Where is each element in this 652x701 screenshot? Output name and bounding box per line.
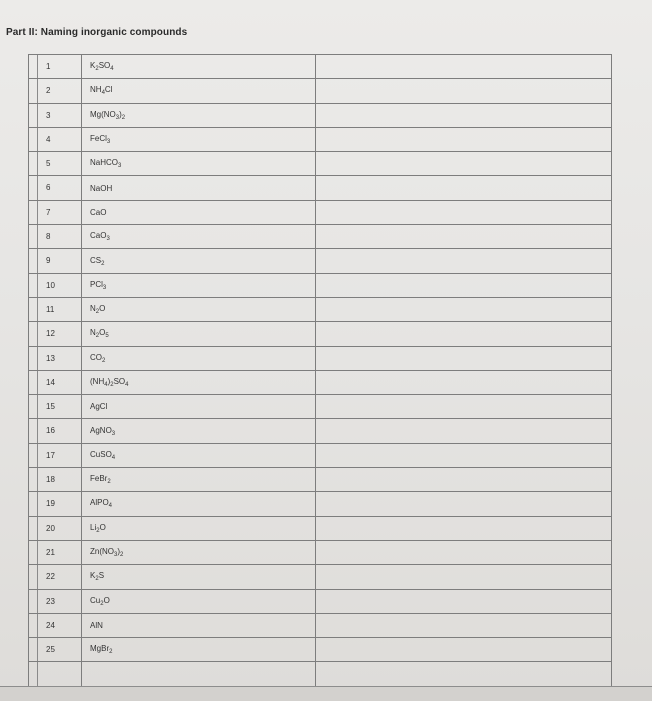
- answer-cell[interactable]: [316, 613, 612, 637]
- row-number-cell: [29, 346, 82, 370]
- formula-cell: $Mg(NO_3)_2$: [82, 103, 316, 127]
- formula-cell: $(NH_4)_2SO_4$: [82, 370, 316, 394]
- answer-cell[interactable]: [316, 200, 612, 224]
- row-number: 23: [37, 590, 81, 613]
- row-number-cell: [29, 249, 82, 273]
- row-number-cell: [29, 322, 82, 346]
- formula-cell: CuSO$_4$: [82, 443, 316, 467]
- row-number: 5: [37, 152, 81, 175]
- formula-cell: AlN: [82, 613, 316, 637]
- table-row: [29, 297, 612, 321]
- formula-cell: AgCl: [82, 395, 316, 419]
- row-number: 2: [37, 79, 81, 102]
- answer-cell[interactable]: [316, 322, 612, 346]
- answer-cell[interactable]: [316, 152, 612, 176]
- formula-cell: $K_2SO_4$: [82, 55, 316, 79]
- row-number: 6: [37, 176, 81, 199]
- compound-table-body: [29, 55, 612, 687]
- row-number: 1: [37, 55, 81, 78]
- row-number-cell: [29, 127, 82, 151]
- answer-cell[interactable]: [316, 395, 612, 419]
- formula-cell: MgBr$_2$: [82, 638, 316, 662]
- row-number: 22: [37, 565, 81, 588]
- answer-cell[interactable]: [316, 662, 612, 686]
- table-row: [29, 662, 612, 686]
- table-row: [29, 540, 612, 564]
- formula-cell: $NH_4Cl$: [82, 79, 316, 103]
- row-number: 7: [37, 201, 81, 224]
- row-number: 14: [37, 371, 81, 394]
- answer-cell[interactable]: [316, 516, 612, 540]
- row-number: 17: [37, 444, 81, 467]
- formula-cell: $N_2O$: [82, 297, 316, 321]
- row-number-cell: [29, 468, 82, 492]
- answer-cell[interactable]: [316, 370, 612, 394]
- row-number: 25: [37, 638, 81, 661]
- row-number-cell: [29, 225, 82, 249]
- row-number-cell: [29, 419, 82, 443]
- row-number-cell: [29, 540, 82, 564]
- table-row: [29, 176, 612, 200]
- row-number: 13: [37, 347, 81, 370]
- table-row: [29, 492, 612, 516]
- answer-cell[interactable]: [316, 468, 612, 492]
- answer-cell[interactable]: [316, 492, 612, 516]
- table-row: [29, 103, 612, 127]
- row-number-cell: [29, 152, 82, 176]
- answer-cell[interactable]: [316, 419, 612, 443]
- table-row: [29, 79, 612, 103]
- row-number-cell: [29, 55, 82, 79]
- formula-cell: $CS_2$: [82, 249, 316, 273]
- formula-cell: $Cu_2O$: [82, 589, 316, 613]
- formula-cell: AlPO$_4$: [82, 492, 316, 516]
- row-number-cell: [29, 565, 82, 589]
- row-number: 11: [37, 298, 81, 321]
- table-row: [29, 273, 612, 297]
- row-number: 12: [37, 322, 81, 345]
- row-number-cell: [29, 492, 82, 516]
- answer-cell[interactable]: [316, 589, 612, 613]
- row-number: 8: [37, 225, 81, 248]
- answer-cell[interactable]: [316, 103, 612, 127]
- row-number-cell: [29, 200, 82, 224]
- table-row: [29, 419, 612, 443]
- row-number: 19: [37, 492, 81, 515]
- table-row: [29, 249, 612, 273]
- formula-cell: $Li_2O$: [82, 516, 316, 540]
- row-number-cell: [29, 613, 82, 637]
- row-number-cell: [29, 103, 82, 127]
- answer-cell[interactable]: [316, 273, 612, 297]
- row-number: 21: [37, 541, 81, 564]
- formula-cell: $Zn(NO_3)_2$: [82, 540, 316, 564]
- row-number: 10: [37, 274, 81, 297]
- table-row: [29, 200, 612, 224]
- table-row: [29, 468, 612, 492]
- answer-cell[interactable]: [316, 346, 612, 370]
- answer-cell[interactable]: [316, 249, 612, 273]
- answer-cell[interactable]: [316, 55, 612, 79]
- answer-cell[interactable]: [316, 540, 612, 564]
- formula-cell: FeCl$_3$: [82, 127, 316, 151]
- formula-cell: $CO_2$: [82, 346, 316, 370]
- table-row: [29, 516, 612, 540]
- row-number: 24: [37, 614, 81, 637]
- table-row: [29, 127, 612, 151]
- row-number: 18: [37, 468, 81, 491]
- table-row: [29, 55, 612, 79]
- formula-cell: CaO$_3$: [82, 225, 316, 249]
- row-number-cell: [29, 662, 82, 686]
- row-number-cell: [29, 395, 82, 419]
- row-number-cell: [29, 176, 82, 200]
- formula-cell: NaOH: [82, 176, 316, 200]
- table-row: [29, 589, 612, 613]
- row-number-cell: [29, 273, 82, 297]
- row-number: [37, 662, 81, 685]
- row-number: 9: [37, 249, 81, 272]
- section-title: Part II: Naming inorganic compounds: [6, 27, 188, 38]
- table-row: [29, 322, 612, 346]
- table-row: [29, 225, 612, 249]
- row-number-cell: [29, 516, 82, 540]
- row-number: 15: [37, 395, 81, 418]
- table-row: [29, 152, 612, 176]
- row-number-cell: [29, 297, 82, 321]
- formula-cell: CaO: [82, 200, 316, 224]
- row-number-cell: [29, 370, 82, 394]
- row-number-cell: [29, 638, 82, 662]
- table-row: [29, 638, 612, 662]
- answer-cell[interactable]: [316, 297, 612, 321]
- answer-cell[interactable]: [316, 443, 612, 467]
- table-row: [29, 395, 612, 419]
- answer-cell[interactable]: [316, 79, 612, 103]
- table-row: [29, 443, 612, 467]
- answer-cell[interactable]: [316, 565, 612, 589]
- page-bottom-edge: [0, 686, 652, 701]
- formula-cell: $N_2O_5$: [82, 322, 316, 346]
- formula-cell: [82, 662, 316, 686]
- table-row: [29, 613, 612, 637]
- table-row: [29, 565, 612, 589]
- formula-cell: PCl$_3$: [82, 273, 316, 297]
- row-number-cell: [29, 79, 82, 103]
- formula-cell: NaHCO$_3$: [82, 152, 316, 176]
- formula-cell: AgNO$_3$: [82, 419, 316, 443]
- answer-cell[interactable]: [316, 225, 612, 249]
- row-number-cell: [29, 443, 82, 467]
- answer-cell[interactable]: [316, 638, 612, 662]
- row-number: 3: [37, 104, 81, 127]
- answer-cell[interactable]: [316, 176, 612, 200]
- table-row: [29, 370, 612, 394]
- formula-cell: $K_2S$: [82, 565, 316, 589]
- table-row: [29, 346, 612, 370]
- formula-cell: FeBr$_2$: [82, 468, 316, 492]
- row-number-cell: [29, 589, 82, 613]
- answer-cell[interactable]: [316, 127, 612, 151]
- row-number: 20: [37, 517, 81, 540]
- row-number: 4: [37, 128, 81, 151]
- compound-table: [28, 54, 612, 687]
- row-number: 16: [37, 419, 81, 442]
